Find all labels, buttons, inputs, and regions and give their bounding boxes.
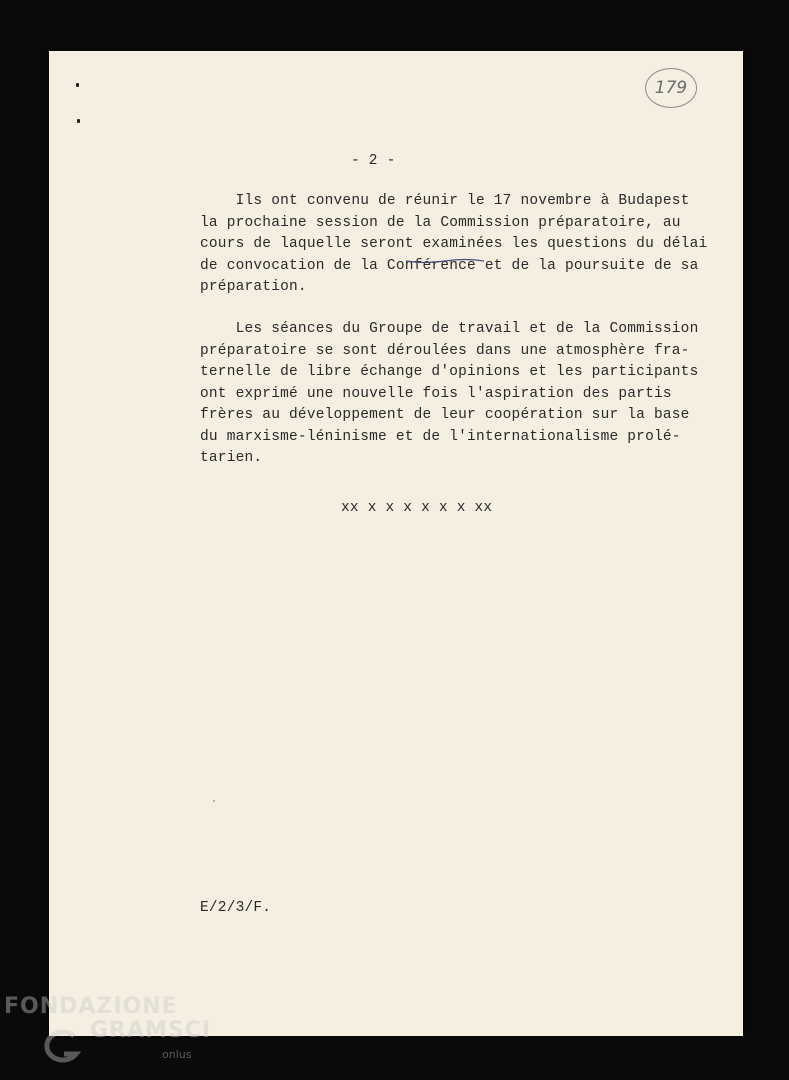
watermark-line1: FONDAZIONE bbox=[4, 994, 178, 1019]
separator: xx x x x x x x xx bbox=[341, 500, 493, 516]
punch-mark bbox=[77, 119, 80, 123]
watermark-line3: onlus bbox=[162, 1048, 192, 1061]
handwritten-underline bbox=[405, 258, 485, 264]
reference-code: E/2/3/F. bbox=[200, 900, 272, 916]
watermark-line2: GRAMSCI bbox=[90, 1018, 212, 1043]
page-number: - 2 - bbox=[351, 153, 396, 169]
speck bbox=[213, 800, 215, 802]
paragraph: Les séances du Groupe de travail et de la Commission préparatoire se sont déroulées dans une atmosphère fra- ternelle de libre échange d'opinions et les participants ont exprimé une nouvelle fois l'aspiration des partis frères au développement de leur coopération sur la base du marxisme-léninisme et de l'internationalisme prolé- tarien. bbox=[200, 321, 699, 466]
document-page bbox=[49, 51, 743, 1036]
folio-stamp: 179 bbox=[645, 68, 697, 108]
g-logo-icon bbox=[34, 1028, 82, 1064]
paragraph: Ils ont convenu de réunir le 17 novembre à Budapest la prochaine session de la Commission préparatoire, au cours de laquelle seront examinées les questions du délai de convocation de la Conférence et de la poursuite de sa préparation. bbox=[200, 193, 708, 295]
punch-mark bbox=[76, 83, 79, 87]
